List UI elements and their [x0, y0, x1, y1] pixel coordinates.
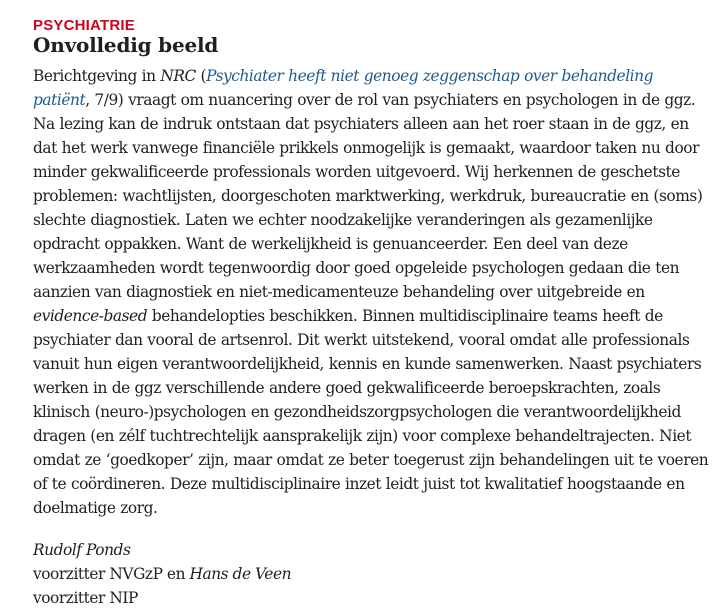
letter-article	[33, 18, 713, 610]
intro-prefix: Berichtgeving in	[33, 67, 161, 85]
source-name: NRC	[160, 67, 196, 85]
letter-body	[33, 64, 713, 520]
source-open: (	[195, 67, 207, 85]
body-emphasis: evidence-based	[33, 307, 148, 325]
headline: Onvolledig beeld	[33, 33, 219, 57]
body-part-2: behandelopties beschikken. Binnen multidisciplinaire teams heeft de psychiater dan vooral de artsenrol. Dit werkt uitstekend, vooral omdat alle professionals vanuit hun eigen verantwoordelijkheid, kennis en kunde samenwerken. Naast psychiaters werken in de ggz verschillende andere goed gekwalificeerde beroepskrachten, zoals klinisch (neuro-)psychologen en gezondheidszorgpsychologen die verantwoordelijkheid dragen (en zélf tuchtrechtelijk aansprakelijk zijn) voor complexe behandeltrajecten. Niet omdat ze ‘goedkoper’ zijn, maar omdat ze beter toegerust zijn behandelingen uit te voeren of te coördineren. Deze multidisciplinaire inzet leidt juist tot kwalitatief hoogstaande en doelmatige zorg.	[33, 307, 709, 517]
body-part-1: vraagt om nuancering over de rol van psychiaters en psychologen in de ggz. Na lezing kan de indruk ontstaan dat psychiaters alleen aan het roer staan in de ggz, en dat het werk vanwege financiële prikkels onmogelijk is gemaakt, waardoor taken nu door minder gekwalificeerde professionals worden uitgevoerd. Wij herkennen de geschetste problemen: wachtlijsten, doorgeschoten marktwerking, werkdruk, bureaucratie en (soms) slechte diagnostiek. Laten we echter noodzakelijke veranderingen als gezamenlijke opdracht oppakken. Want de werkelijkheid is genuanceerder. Een deel van deze werkzaamheden wordt tegenwoordig door goed opgeleide psychologen gedaan die ten aanzien van diagnostiek en niet-medicamenteuze behandeling over uitgebreide en	[33, 91, 703, 301]
signature-block	[33, 538, 713, 610]
section-label: PSYCHIATRIE	[33, 17, 135, 34]
signature-line-3	[33, 586, 713, 610]
signature-line-1	[33, 538, 713, 562]
author-name-2: Hans de Veen	[189, 565, 292, 583]
author-name-1: Rudolf Ponds	[33, 541, 131, 559]
link-suffix: , 7/9)	[85, 91, 124, 109]
author-role-2: voorzitter NIP	[33, 589, 138, 607]
signature-line-2	[33, 562, 713, 586]
article-link[interactable]: Psychiater heeft niet genoeg zeggenschap over behandeling patiënt	[33, 67, 654, 109]
author-role-1: voorzitter NVGzP en	[33, 565, 190, 583]
